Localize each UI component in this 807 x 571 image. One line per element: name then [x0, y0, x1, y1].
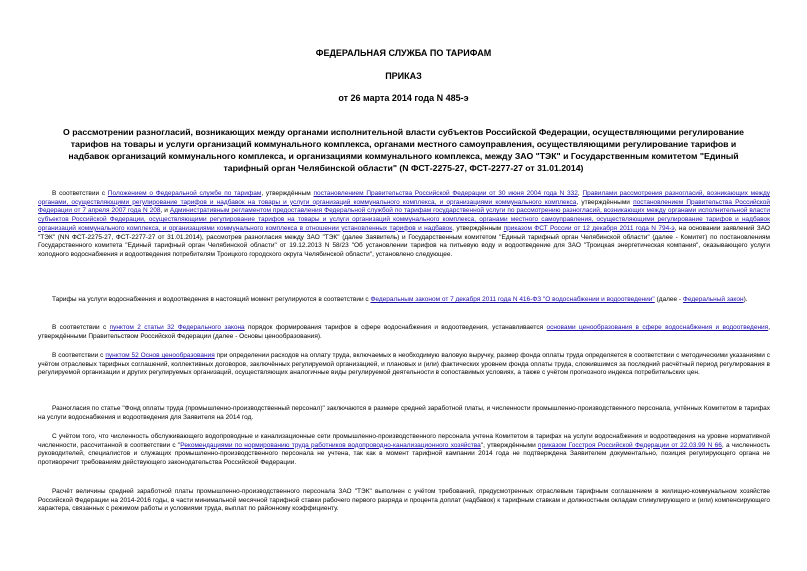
document-link[interactable]: постановлением Правительства Российской Федерации от 30 июня 2004 года N 332	[313, 190, 578, 197]
document-link[interactable]: Правилами рассмотрения разногласий, возникающих между органами, осуществляющими регулирование тарифов и надбавок на товары и услуги организаций коммунального комплекса, и организациями коммунального комплекса	[38, 190, 771, 206]
paragraph-text: ", утверждёнными	[480, 441, 539, 449]
paragraph-text: Расчёт величины средней заработной платы промышленно-производственного персонала ЗАО "ТЭК" выполнен с учётом требований, предусмотренных отраслевым тарифным соглашением в жилищно-коммунальном хозяйстве Российской Федерации на 2014-2016 годы, в части минимальной месячной тарифной ставки рабочего первого разряда и процента доплат (надбавок) к тарифным ставкам и должностным окладам стимулирующего и (или) компенсирующего характера, связанных с режимом работы и условиями труда, выплат по районному коэффициенту.	[38, 488, 770, 513]
paragraph-text: , а численность руководителей, специалистов и служащих промышленно-производственного персонала не учтена, так как в момент тарифной кампании 2014 года не подтверждена Заявителем документально, позиция регулирующего органа не противоречит требованиям действующего законодательства Российской Федерации.	[38, 441, 771, 467]
document-link[interactable]: Административным регламентом предоставления Федеральной службой по тарифам государственной услуги по рассмотрению разногласий, возникающих между органами исполнительной власти субъектов Российской Федерации, осуществляющими регулирование тарифов на товары и услуги организаций коммунального комплекса, органами местного самоуправления, осуществляющими регулирование тарифов и надбавок организаций коммунального комплекса, и организациями коммунального комплекса в отношении установленных тарифов и надбавок	[38, 207, 770, 232]
paragraph-text: , утверждёнными	[576, 198, 634, 206]
paragraph-text: , на основании заявлений ЗАО "ТЭК" (NN ФСТ-2275-27, ФСТ-2277-27 от 31.01.2014), рассмотрев разногласия между ЗАО "ТЭК" (далее Заявитель) и Государственным комитетом "Единый тарифный орган Челябинской области" (далее - Комитет) по постановлениям Государственного комитета "Единый тарифный орган Челябинской области" от 19.12.2013 N 58/23 "Об установлении тарифов на питьевую воду и водоотведение для ЗАО "Троицкая энергетическая компания", оказывающего услуги холодного водоснабжения и водоотведения потребителям Троицкого городского округа Челябинской области", установлено следующее.	[38, 224, 770, 258]
paragraph-text: Разногласия по статье "Фонд оплаты труда (промышленно-производственный персонал)" заключаются в размере средней заработной платы, и численности промышленно-производственного персонала, учтённых Комитетом в тарифах на услуги водоснабжения и водоотведения для Заявителя на 2014 год.	[38, 405, 770, 421]
document-date: от 26 марта 2014 года N 485-э	[338, 93, 469, 103]
paragraph-text: Тарифы на услуги водоснабжения и водоотведения в настоящий момент регулируются в соответствии с	[52, 296, 371, 303]
paragraph-text: , утверждённым	[452, 224, 504, 232]
document-link[interactable]: постановлением Правительства Российской Федерации от 7 апреля 2007 года N 208	[38, 198, 770, 215]
paragraph-text: порядок формирования тарифов в сфере водоснабжения и водоотведения, устанавливается	[244, 324, 547, 331]
document-link[interactable]: Рекомендациями по нормированию труда работников водопроводно-канализационного хозяйства	[180, 441, 481, 449]
document-type-heading: ПРИКАЗ	[385, 71, 422, 81]
document-link[interactable]: приказом Госстроя Российской Федерации от 22.03.99 N 66	[538, 441, 722, 449]
paragraph-text: В соответствии с	[52, 352, 106, 359]
paragraph-text: С учётом того, что численность обслуживающего водопроводные и канализационные сети промышленно-производственного персонала учтена Комитетом в тарифах на услуги водоснабжения и водоотведения на уровне нормативной численности, рассчитанной в соответствии с "	[38, 433, 770, 449]
paragraph-7	[38, 488, 770, 514]
paragraph-text: , утверждёнными Правительством Российской Федерации (далее - Основы ценообразования).	[38, 324, 771, 340]
paragraph-3	[38, 324, 770, 341]
paragraph-text: при определении расходов на оплату труда, включаемых в необходимую валовую выручку, размер фонда оплаты труда определяется в соответствии с методическими указаниями с учётом отраслевых тарифных соглашений, коллективных договоров, заключённых регулируемой организацией, и плановых и (или) фактических уровнем фонда оплаты труда, сложившимся за последний расчётный период регулирования в регулируемой организации и других регулируемых организаций, осуществляющих аналогичные виды регулируемой деятельности в сопоставимых условиях, а также с учётом прогнозного индекса потребительских цен.	[38, 352, 770, 377]
paragraph-6	[38, 433, 770, 468]
paragraph-text: В соответствии с	[52, 324, 110, 331]
document-link[interactable]: основами ценообразования в сфере водоснабжения и водоотведения	[546, 324, 769, 331]
document-link[interactable]: приказом ФСТ России от 12 декабря 2011 года N 794-э	[503, 224, 675, 232]
document-link[interactable]: Федеральным законом от 7 декабря 2011 года N 416-ФЗ "О водоснабжении и водоотведении"	[370, 296, 655, 303]
agency-heading: ФЕДЕРАЛЬНАЯ СЛУЖБА ПО ТАРИФАМ	[315, 48, 492, 58]
paragraph-5	[38, 405, 770, 422]
paragraph-text: , и	[160, 207, 170, 215]
paragraph-text: , утверждённым	[261, 190, 314, 197]
document-title: О рассмотрении разногласий, возникающих между органами исполнительной власти субъектов Российской Федерации, осуществляющими регулирование тарифов на товары и услуги организаций коммунального комплекса, органами местного самоуправления, осуществляющими регулирование тарифов и надбавок организаций коммунального комплекса, и организациями коммунального комплекса, между ЗАО "ТЭК" и Государственным комитетом "Единый тарифный орган Челябинской области" (N ФСТ-2275-27, ФСТ-2277-27 от 31.01.2014)	[63, 127, 744, 173]
paragraph-4	[38, 352, 770, 378]
paragraph-text: ,	[577, 190, 583, 197]
paragraph-1	[38, 190, 770, 260]
paragraph-2	[38, 296, 770, 305]
paragraph-text: (далее -	[654, 296, 683, 303]
document-link[interactable]: пунктом 2 статьи 32 Федерального закона	[109, 324, 245, 331]
document-link[interactable]: Федеральный закон	[682, 296, 744, 303]
paragraph-text: В соответствии с	[52, 190, 108, 197]
paragraph-text: ).	[743, 296, 748, 303]
document-link[interactable]: Положением о Федеральной службе по тарифам	[107, 190, 262, 197]
document-link[interactable]: пунктом 52 Основ ценообразования	[105, 352, 215, 359]
